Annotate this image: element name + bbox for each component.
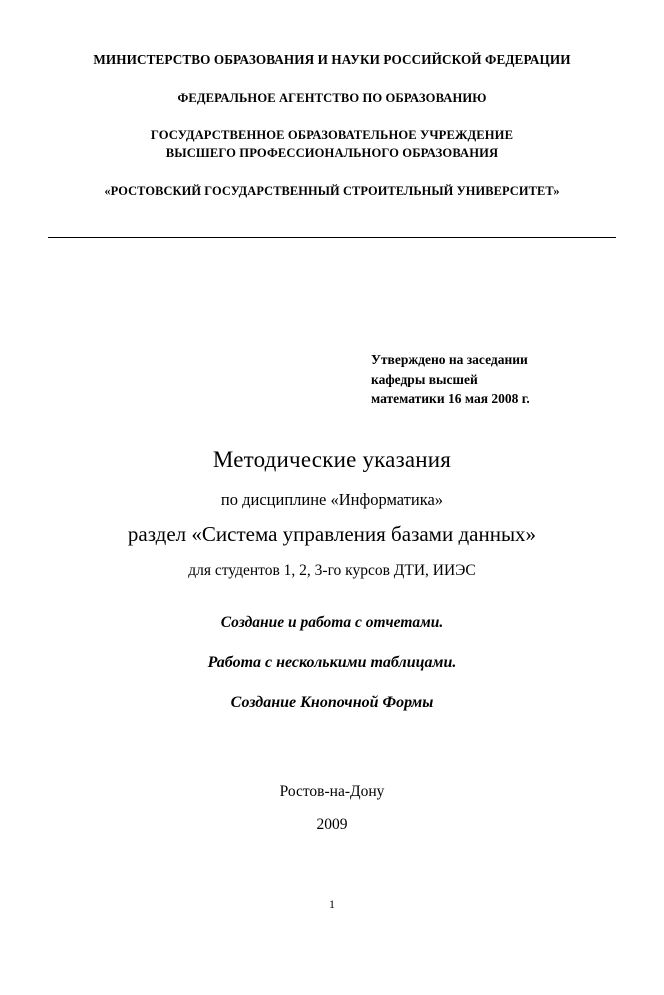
topics-list [0,615,664,711]
document-page [0,52,664,995]
agency-line: ФЕДЕРАЛЬНОЕ АГЕНТСТВО ПО ОБРАЗОВАНИЮ [177,90,487,105]
approval-line-2: кафедры высшей [371,371,478,387]
page-title: Методические указания [212,447,452,472]
publication-city: Ростов-на-Дону [279,783,385,800]
header-divider [48,237,616,238]
list-item: Создание Кнопочной Формы [230,693,434,711]
approval-line-1: Утверждено на заседании [371,352,528,367]
section-subtitle: раздел «Система управления базами данных» [127,522,537,546]
institution-header [0,52,664,199]
institution-type-line-1: ГОСУДАРСТВЕННОЕ ОБРАЗОВАТЕЛЬНОЕ УЧРЕЖДЕНИЕ [150,128,514,143]
list-item: Создание и работа с отчетами. [220,614,444,631]
publication-year: 2009 [316,816,348,833]
page-number: 1 [329,897,335,911]
institution-type-line-2: ВЫСШЕГО ПРОФЕССИОНАЛЬНОГО ОБРАЗОВАНИЯ [165,145,499,160]
list-item: Работа с несколькими таблицами. [207,653,457,671]
discipline-subtitle: по дисциплине «Информатика» [220,490,444,509]
ministry-line: МИНИСТЕРСТВО ОБРАЗОВАНИЯ И НАУКИ РОССИЙСКОЙ ФЕДЕРАЦИИ [93,52,571,67]
audience-subtitle: для студентов 1, 2, 3-го курсов ДТИ, ИИЭС [188,562,476,579]
approval-line-3: математики 16 мая 2008 г. [371,391,530,407]
university-name-line: «РОСТОВСКИЙ ГОСУДАРСТВЕННЫЙ СТРОИТЕЛЬНЫЙ УНИВЕРСИТЕТ» [104,183,560,198]
approval-note [371,350,601,409]
